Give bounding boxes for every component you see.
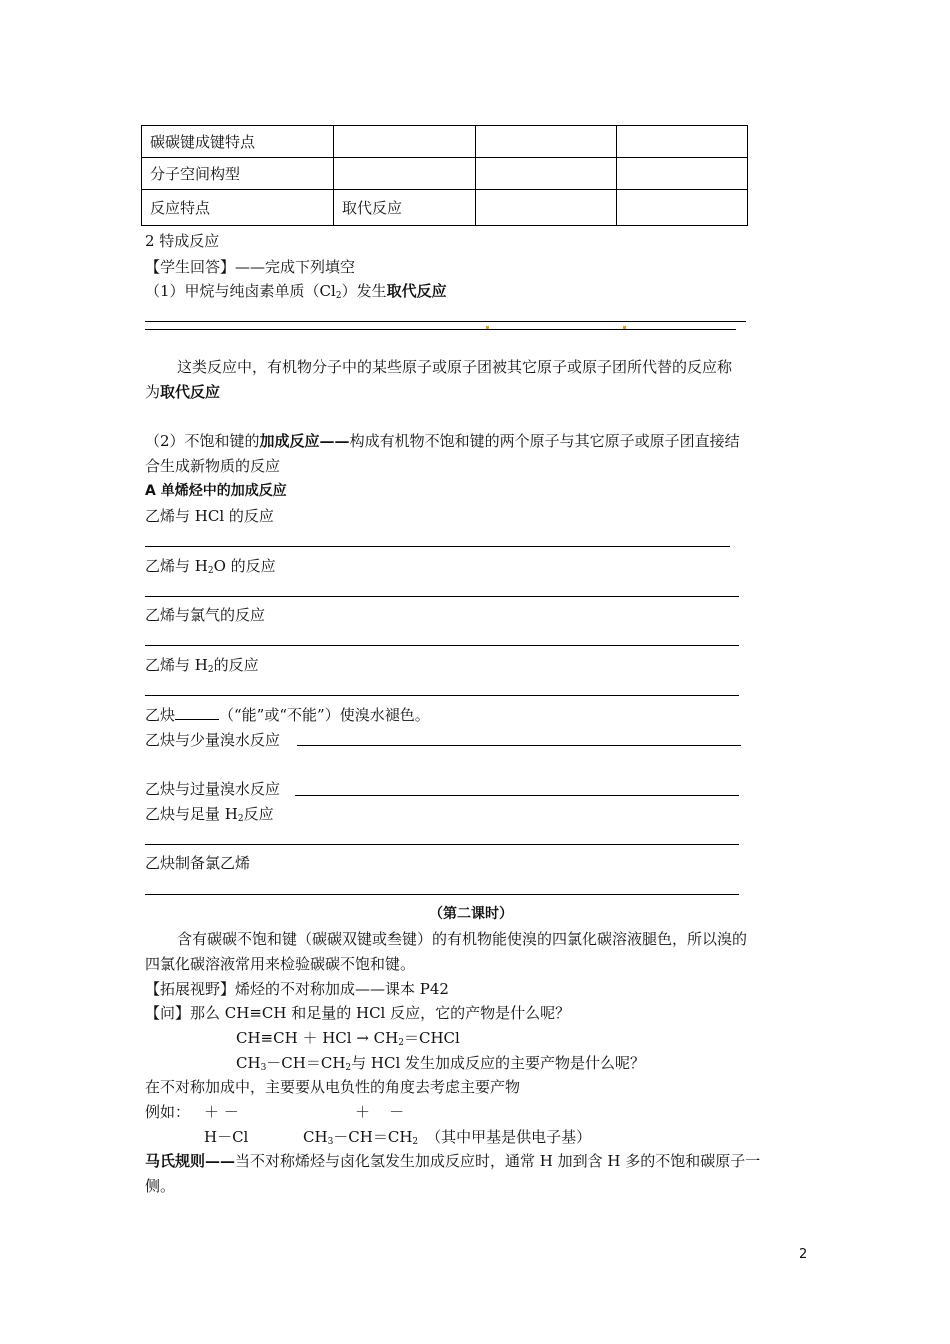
marker-dot bbox=[623, 326, 626, 329]
definition-line: 这类反应中，有机物分子中的某些原子或原子团被其它原子或原子团所代替的反应称 bbox=[177, 358, 733, 376]
paragraph-line: 侧。 bbox=[145, 1177, 176, 1195]
table-row bbox=[142, 158, 748, 190]
page-number: 2 bbox=[799, 1247, 808, 1262]
answer-line[interactable] bbox=[145, 329, 736, 330]
answer-line[interactable] bbox=[145, 844, 739, 845]
subsection-title: A 单烯烃中的加成反应 bbox=[145, 483, 287, 499]
equation-question: $CH_3-CH=CH_2$与 HCl 发生加成反应的主要产物是什么呢？ bbox=[236, 1054, 646, 1073]
answer-line[interactable] bbox=[145, 695, 739, 696]
row-label: 分子空间构型 bbox=[142, 158, 334, 190]
paragraph-line: 含有碳碳不饱和键（碳碳双键或叁键）的有机物能使溴的四氯化碳溶液腿色，所以溴的 bbox=[177, 930, 748, 948]
reaction-prompt: 乙烯与 $H_2$的反应 bbox=[145, 656, 259, 675]
reaction-prompt: 乙炔与过量溴水反应 bbox=[145, 780, 281, 798]
question-1: （1）甲烷与纯卤素单质$(Cl_2)$发生取代反应 bbox=[145, 282, 447, 301]
reaction-prompt: 乙烯与氯气的反应 bbox=[145, 606, 266, 624]
table-cell: 取代反应 bbox=[334, 190, 476, 226]
table-row bbox=[142, 190, 748, 226]
question-2: （2）不饱和键的加成反应——构成有机物不饱和键的两个原子与其它原子或原子团直接结 bbox=[145, 432, 740, 450]
markovnikov-rule: 马氏规则——当不对称烯烃与卤化氢发生加成反应时，通常 H 加到含 H 多的不饱和碳原子一 bbox=[145, 1152, 761, 1170]
question-ask: 【问】那么 CH≡CH 和足量的 HCl 反应，它的产物是什么呢？ bbox=[145, 1004, 571, 1022]
table-cell bbox=[334, 126, 476, 158]
table-cell bbox=[617, 126, 748, 158]
paragraph-line: 在不对称加成中，主要要从电负性的角度去考虑主要产物 bbox=[145, 1078, 521, 1096]
reaction-prompt: 乙炔与足量 $H_2$反应 bbox=[145, 805, 274, 824]
student-answer-label: 【学生回答】——完成下列填空 bbox=[145, 258, 356, 276]
table-row bbox=[142, 126, 748, 158]
answer-line[interactable] bbox=[145, 596, 739, 597]
reaction-prompt: 乙烯与 $H_2O$ 的反应 bbox=[145, 557, 276, 576]
row-label: 碳碳键成键特点 bbox=[142, 126, 334, 158]
paragraph-line: 四氯化碳溶液常用来检验碳碳不饱和键。 bbox=[145, 955, 416, 973]
charge-signs: ＋ － bbox=[355, 1103, 405, 1121]
reaction-prompt: 乙炔与少量溴水反应 bbox=[145, 731, 281, 749]
lesson-title: （第二课时） bbox=[429, 906, 513, 922]
answer-line[interactable] bbox=[145, 546, 730, 547]
marker-dot bbox=[486, 326, 489, 329]
expand-view: 【拓展视野】烯烃的不对称加成——课本 P42 bbox=[145, 980, 449, 998]
row-label: 反应特点 bbox=[142, 190, 334, 226]
equation: CH≡CH ＋ HCl → $CH_2=CHCl$ bbox=[236, 1029, 460, 1048]
question-2-cont: 合生成新物质的反应 bbox=[145, 457, 281, 475]
example-label: 例如： bbox=[145, 1103, 191, 1121]
reaction-prompt: 乙炔制备氯乙烯 bbox=[145, 854, 251, 872]
formula-propene: $CH_3-CH=CH_2$ （其中甲基是供电子基） bbox=[303, 1128, 592, 1147]
reaction-prompt: 乙烯与 HCl 的反应 bbox=[145, 507, 274, 525]
acetylene-question: 乙炔 （“能”或“不能”）使溴水褪色。 bbox=[145, 706, 430, 724]
definition-line: 为取代反应 bbox=[145, 383, 221, 401]
charge-signs: ＋ － bbox=[204, 1103, 239, 1121]
table-cell bbox=[617, 158, 748, 190]
properties-table bbox=[141, 125, 748, 226]
table-cell bbox=[476, 158, 617, 190]
blank-field[interactable] bbox=[175, 705, 219, 720]
table-cell bbox=[617, 190, 748, 226]
table-cell bbox=[476, 126, 617, 158]
answer-line[interactable] bbox=[295, 795, 739, 796]
answer-line[interactable] bbox=[145, 645, 739, 646]
answer-line[interactable] bbox=[145, 321, 746, 322]
formula-hcl: H－Cl bbox=[204, 1128, 249, 1146]
section-heading: 2 特成反应 bbox=[145, 232, 220, 250]
answer-line[interactable] bbox=[145, 894, 739, 895]
answer-line[interactable] bbox=[297, 745, 741, 746]
table-cell bbox=[476, 190, 617, 226]
table-cell bbox=[334, 158, 476, 190]
